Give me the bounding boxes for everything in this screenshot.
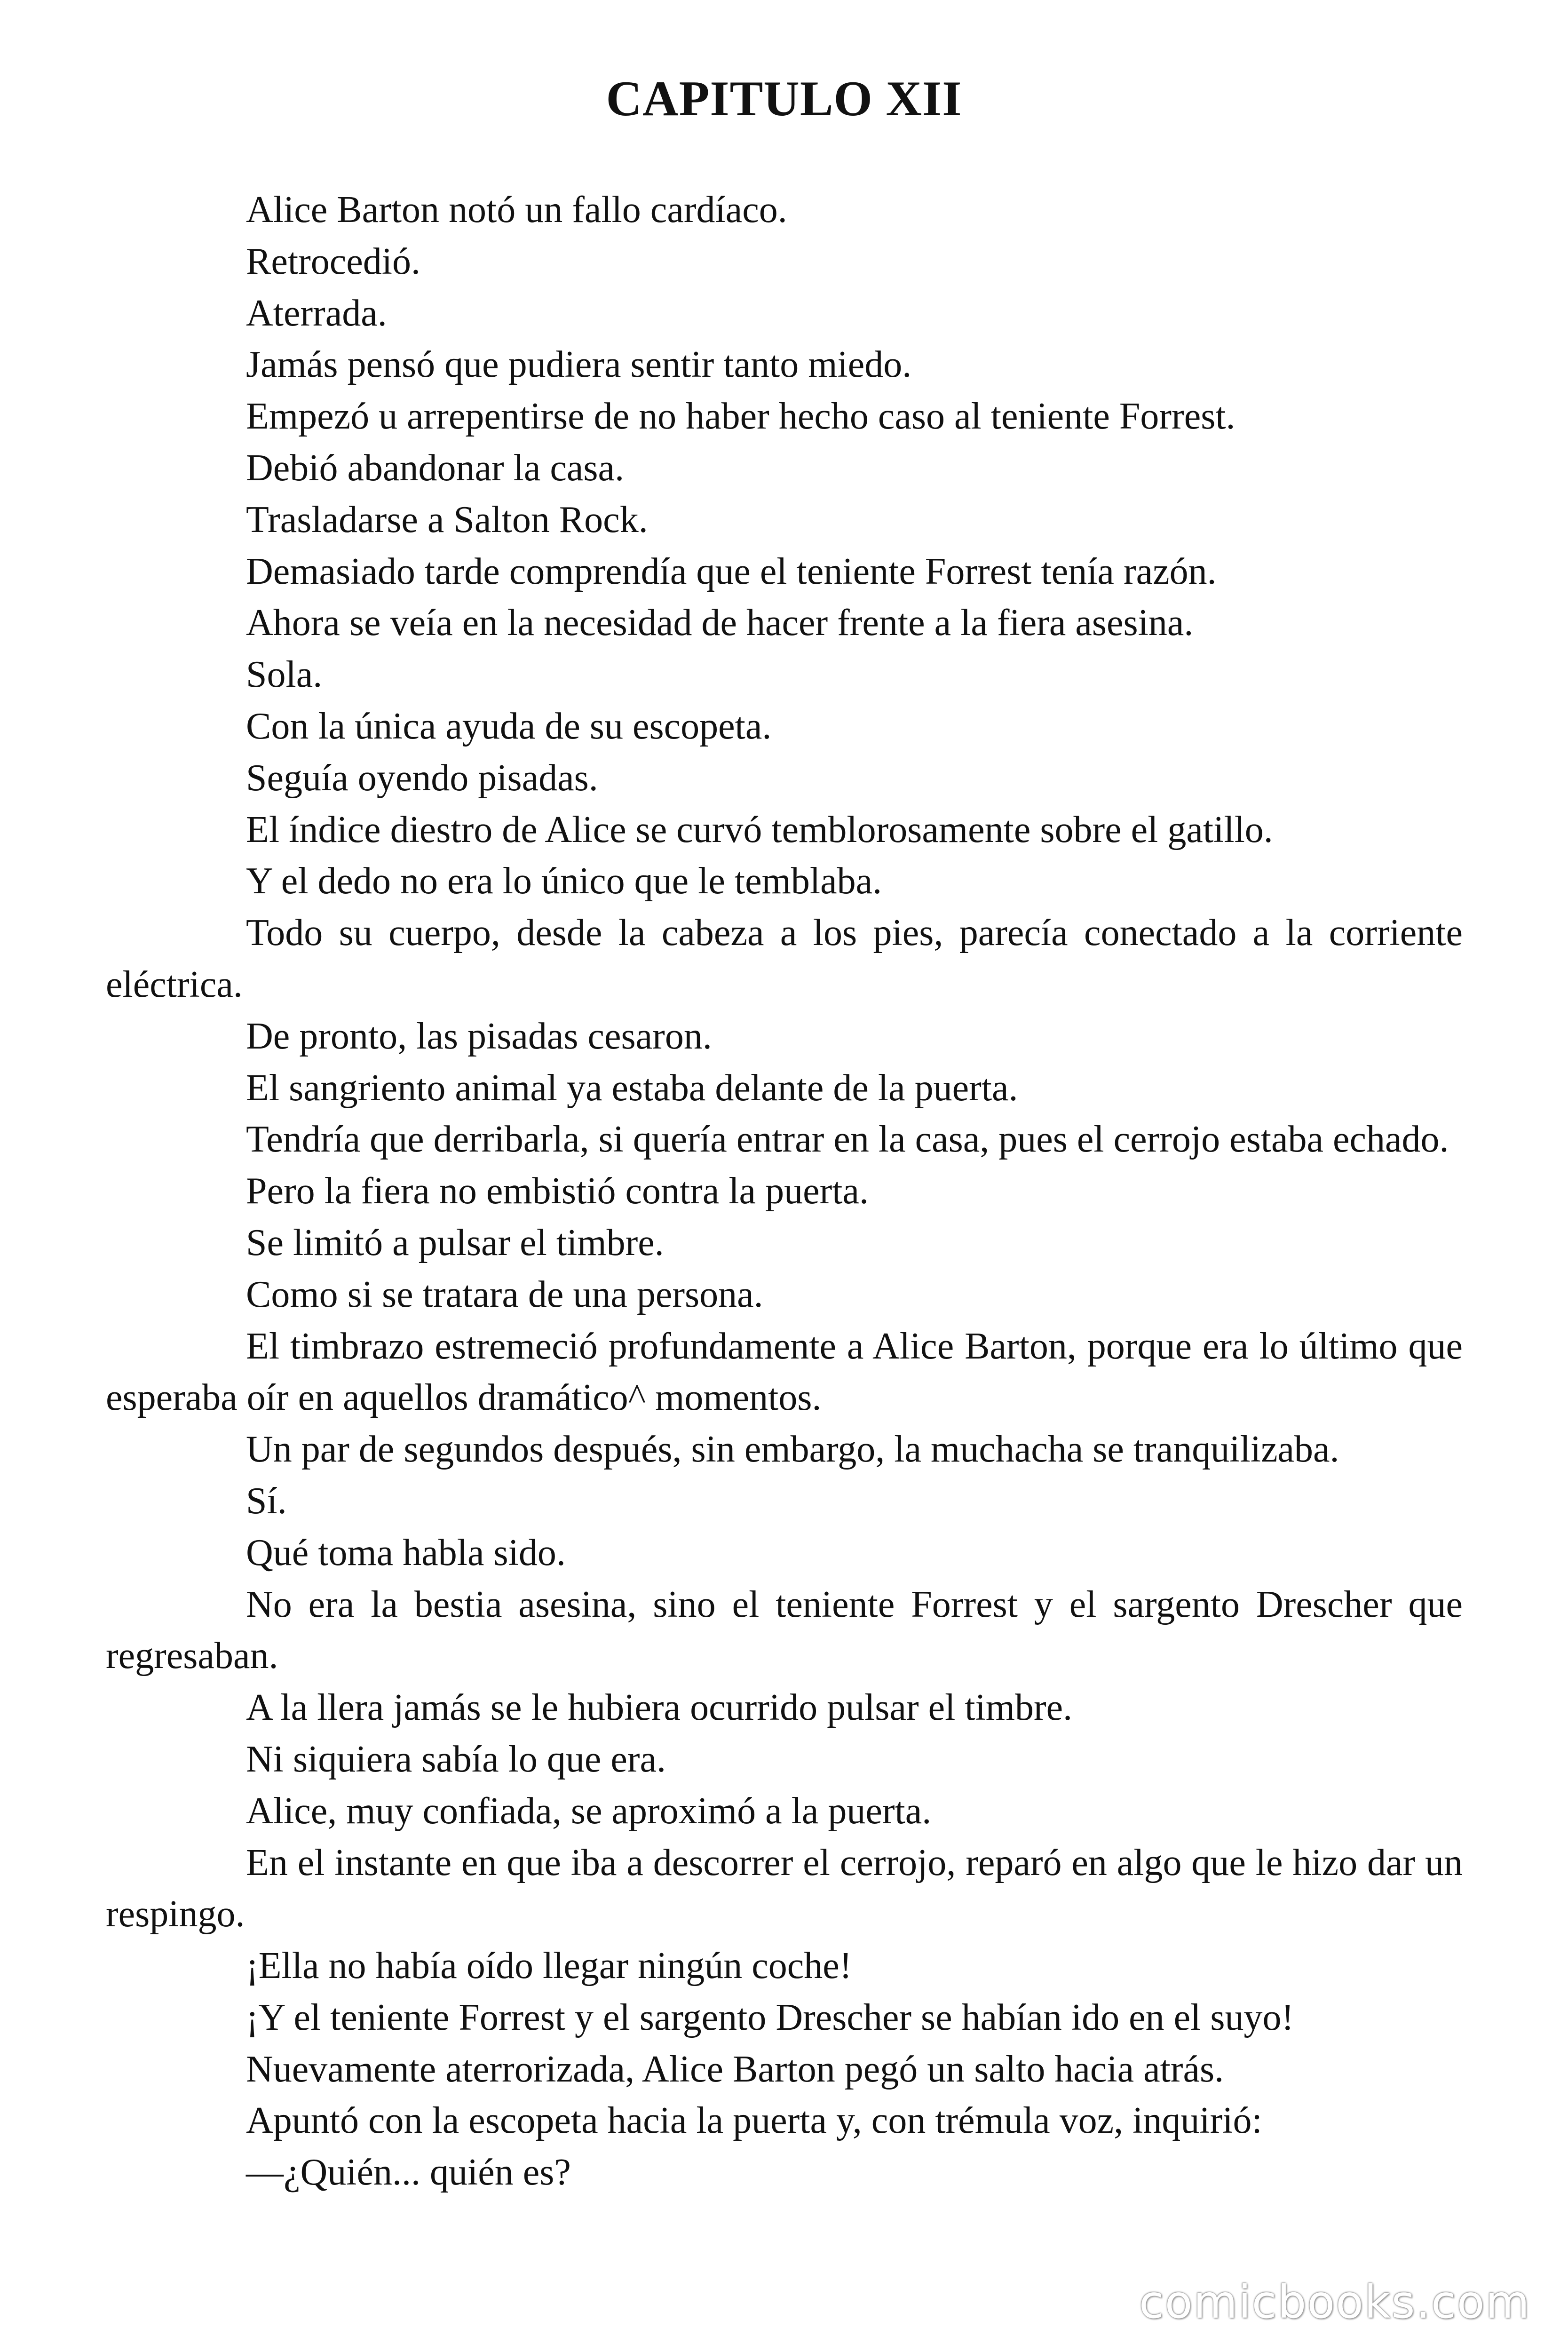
- paragraph: Con la única ayuda de su escopeta.: [246, 705, 772, 747]
- paragraph: De pronto, las pisadas cesaron.: [246, 1015, 712, 1057]
- paragraph: Nuevamente aterrorizada, Alice Barton pegó un salto hacia atrás.: [246, 2048, 1224, 2090]
- paragraph: Seguía oyendo pisadas.: [246, 757, 598, 799]
- paragraph: ¡Y el teniente Forrest y el sargento Drescher se habían ido en el suyo!: [246, 1996, 1294, 2038]
- paragraph: —¿Quién... quién es?: [246, 2152, 571, 2193]
- paragraph: El timbrazo estremeció profundamente a Alice Barton, porque era lo último que esperaba oír en aquellos dramático^ momentos.: [106, 1325, 1463, 1419]
- paragraph: Trasladarse a Salton Rock.: [246, 499, 648, 540]
- paragraph: Ni siquiera sabía lo que era.: [246, 1738, 666, 1780]
- paragraph: Aterrada.: [246, 292, 387, 334]
- chapter-body: [106, 184, 1463, 2199]
- paragraph: En el instante en que iba a descorrer el cerrojo, reparó en algo que le hizo dar un respingo.: [106, 1842, 1463, 1935]
- paragraph: Todo su cuerpo, desde la cabeza a los pies, parecía conectado a la corriente eléctrica.: [106, 912, 1463, 1005]
- paragraph: El índice diestro de Alice se curvó temblorosamente sobre el gatillo.: [246, 809, 1273, 850]
- paragraph: ¡Ella no había oído llegar ningún coche!: [246, 1945, 852, 1987]
- paragraph: Como si se tratara de una persona.: [246, 1273, 763, 1315]
- paragraph: Se limitó a pulsar el timbre.: [246, 1222, 664, 1263]
- paragraph: A la llera jamás se le hubiera ocurrido pulsar el timbre.: [246, 1687, 1073, 1729]
- paragraph: Y el dedo no era lo único que le temblaba.: [246, 860, 882, 902]
- paragraph: Un par de segundos después, sin embargo, la muchacha se tranquilizaba.: [246, 1429, 1339, 1470]
- paragraph: Sí.: [246, 1480, 287, 1522]
- paragraph: Tendría que derribarla, si quería entrar en la casa, pues el cerrojo estaba echado.: [246, 1119, 1449, 1160]
- paragraph: Empezó u arrepentirse de no haber hecho caso al teniente Forrest.: [246, 396, 1235, 437]
- paragraph: Sola.: [246, 654, 323, 696]
- paragraph: El sangriento animal ya estaba delante de la puerta.: [246, 1067, 1018, 1109]
- paragraph: Apuntó con la escopeta hacia la puerta y, con trémula voz, inquirió:: [246, 2100, 1262, 2142]
- paragraph: Demasiado tarde comprendía que el teniente Forrest tenía razón.: [246, 550, 1217, 592]
- paragraph: Jamás pensó que pudiera sentir tanto miedo.: [246, 344, 912, 386]
- paragraph: Alice Barton notó un fallo cardíaco.: [246, 189, 787, 230]
- paragraph: Debió abandonar la casa.: [246, 447, 625, 489]
- paragraph: Pero la fiera no embistió contra la puerta.: [246, 1170, 869, 1212]
- site-watermark: comicbooks.com: [1139, 2276, 1530, 2328]
- paragraph: No era la bestia asesina, sino el teniente Forrest y el sargento Drescher que regresaban.: [106, 1583, 1463, 1677]
- paragraph: Retrocedió.: [246, 240, 420, 282]
- chapter-title: CAPITULO XII: [606, 71, 962, 126]
- paragraph: Qué toma habla sido.: [246, 1532, 566, 1573]
- paragraph: Ahora se veía en la necesidad de hacer frente a la fiera asesina.: [246, 602, 1194, 644]
- paragraph: Alice, muy confiada, se aproximó a la puerta.: [246, 1790, 932, 1832]
